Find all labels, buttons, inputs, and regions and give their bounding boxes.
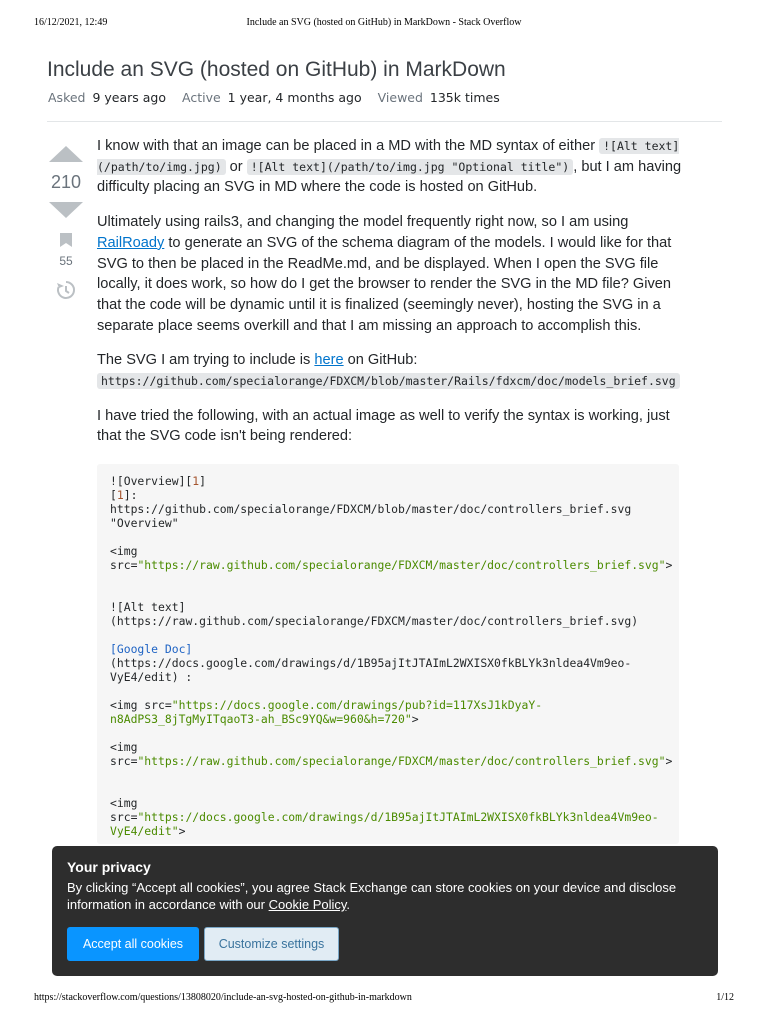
asked-label: Asked [48, 90, 86, 105]
p3-text-2: on GitHub: [343, 352, 418, 369]
code-line: src="https://docs.google.com/drawings/d/1B95ajItJTAImL2WXISX0fkBLYk3nldea4Vm9eo- [110, 810, 659, 824]
upvote-arrow-icon[interactable] [49, 146, 83, 162]
print-date: 16/12/2021, 12:49 [34, 17, 108, 28]
bookmark-count: 55 [59, 254, 73, 268]
header-divider [47, 121, 722, 122]
print-page-title: Include an SVG (hosted on GitHub) in MarkDown - Stack Overflow [246, 17, 522, 28]
bookmark-icon[interactable] [59, 232, 73, 248]
question-body [97, 136, 697, 461]
p2-text-2: to generate an SVG of the schema diagram of the models. I would like for that SVG to then be placed in the ReadMe.md, and be displayed. When I open the SVG file locally, it does work, so how do I get the browser to render the SVG in the MD file? Given that the code will be dynamic until it is finalized (seemingly never), hosting the SVG in a separate place seems overkill and that I am missing an approach to accomplish this. [97, 234, 672, 334]
code-line: <img src="https://docs.google.com/drawings/pub?id=117XsJ1kDyaY- [110, 698, 543, 712]
here-link[interactable]: here [314, 352, 344, 369]
inline-code-alt-text-title: ![Alt text](/path/to/img.jpg "Optional title") [247, 159, 574, 175]
print-page-number: 1/12 [716, 992, 734, 1003]
railroady-link[interactable]: RailRoady [97, 234, 165, 251]
question-title[interactable]: Include an SVG (hosted on GitHub) in MarkDown [47, 58, 506, 81]
p1-text-3: , but I am having difficulty placing an SVG in MD where the code is hosted on GitHub. [97, 158, 682, 196]
history-icon[interactable] [56, 280, 76, 300]
code-line: n8AdPS3_8jTgMyITqaoT3-ah_BSc9YQ&w=960&h=720"> [110, 712, 419, 726]
code-line: "Overview" [110, 516, 179, 530]
code-line: src="https://raw.github.com/specialorange/FDXCM/master/doc/controllers_brief.svg"> [110, 754, 673, 768]
print-url: https://stackoverflow.com/questions/13808020/include-an-svg-hosted-on-github-in-markdown [34, 992, 412, 1003]
print-header [0, 14, 768, 32]
viewed-value: 135k times [429, 90, 500, 105]
inline-code-svg-url: https://github.com/specialorange/FDXCM/blob/master/Rails/fdxcm/doc/models_brief.svg [97, 373, 680, 389]
code-line: VyE4/edit"> [110, 824, 186, 838]
inline-code-alt-text: ![Alt text](/path/to/img.jpg) [97, 139, 680, 174]
active-label: Active [182, 90, 221, 105]
p3-text-1: The SVG I am trying to include is [97, 352, 315, 369]
cookie-policy-link[interactable]: Cookie Policy [268, 897, 347, 912]
code-line: https://github.com/specialorange/FDXCM/blob/master/doc/controllers_brief.svg [110, 502, 632, 516]
body-paragraph-3 [97, 350, 697, 391]
vote-count: 210 [50, 172, 82, 192]
code-line: <img [110, 544, 138, 558]
code-line: ![Overview][1] [110, 474, 207, 488]
code-line: VyE4/edit) : [110, 670, 193, 684]
code-line: [Google Doc] [110, 642, 193, 656]
code-line: ![Alt text] [110, 600, 186, 614]
viewed-label: Viewed [377, 90, 423, 105]
vote-cell [42, 140, 90, 304]
customize-settings-button[interactable]: Customize settings [204, 927, 339, 961]
code-line: (https://docs.google.com/drawings/d/1B95ajItJTAImL2WXISX0fkBLYk3nldea4Vm9eo- [110, 656, 632, 670]
body-paragraph-1 [97, 136, 697, 198]
privacy-banner [52, 846, 718, 976]
body-paragraph-2 [97, 212, 697, 336]
code-line: src="https://raw.github.com/specialorange/FDXCM/master/doc/controllers_brief.svg"> [110, 558, 673, 572]
asked-value: 9 years ago [92, 90, 167, 105]
print-footer [0, 990, 768, 1006]
privacy-title: Your privacy [67, 859, 151, 875]
code-block [97, 464, 679, 844]
code-line: <img [110, 796, 138, 810]
p1-text-2: or [225, 158, 247, 175]
p1-text-1: I know with that an image can be placed in a MD with the MD syntax of either [97, 138, 600, 154]
code-line: <img [110, 740, 138, 754]
p2-text-1: Ultimately using rails3, and changing the model frequently right now, so I am using [97, 214, 629, 231]
body-paragraph-4: I have tried the following, with an actual image as well to verify the syntax is working, just that the SVG code isn't being rendered: [97, 407, 670, 445]
question-meta [48, 90, 512, 105]
downvote-arrow-icon[interactable] [49, 202, 83, 218]
code-line: (https://raw.github.com/specialorange/FDXCM/master/doc/controllers_brief.svg) [110, 614, 639, 628]
active-value[interactable]: 1 year, 4 months ago [227, 90, 362, 105]
accept-all-cookies-button[interactable]: Accept all cookies [67, 927, 199, 961]
privacy-text: By clicking “Accept all cookies”, you agree Stack Exchange can store cookies on your device and disclose information in accordance with our Cookie Policy. [67, 880, 677, 912]
code-line: [1]: [110, 488, 138, 502]
